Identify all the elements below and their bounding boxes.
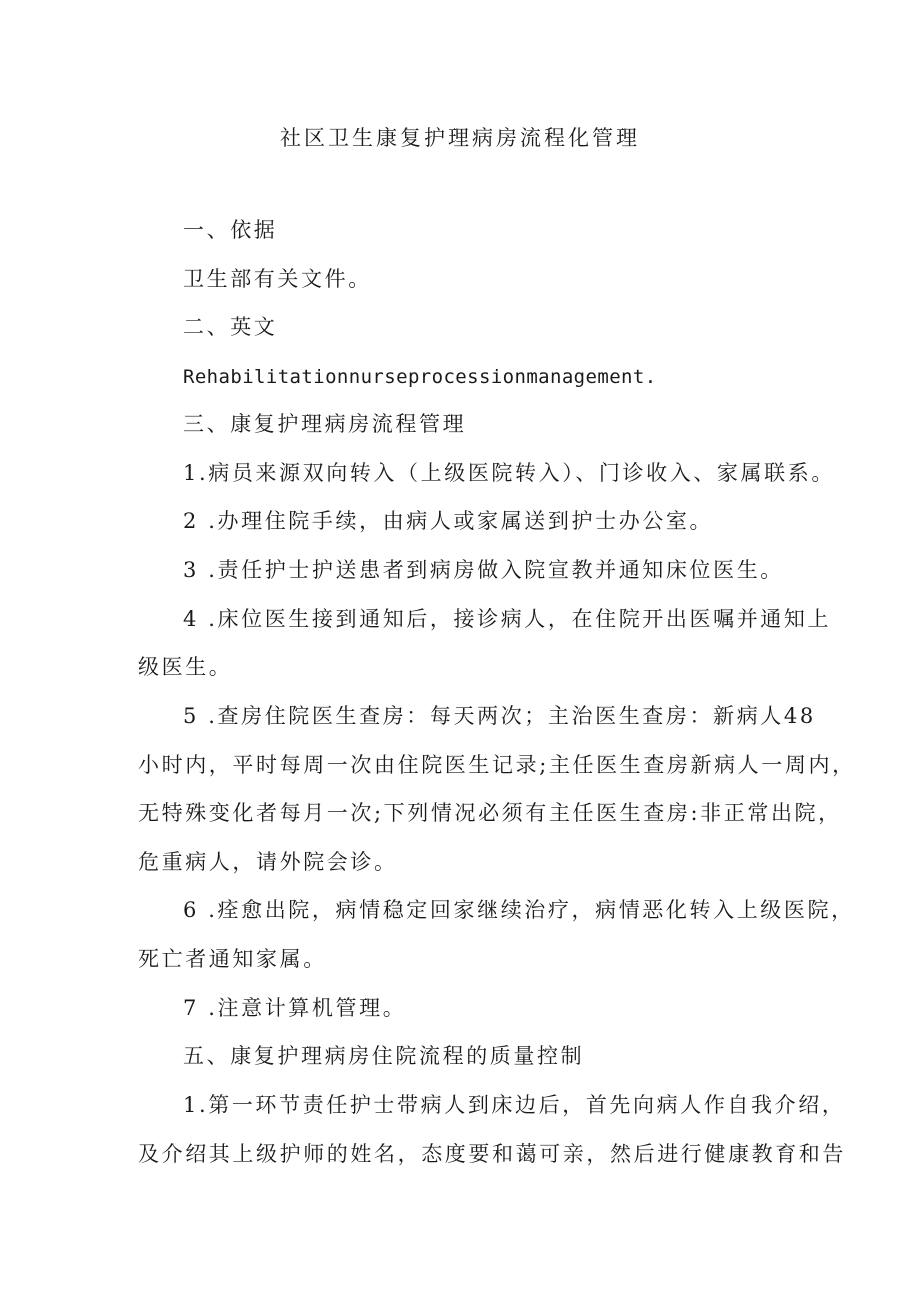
document-title: 社区卫生康复护理病房流程化管理 <box>280 126 640 150</box>
list-item: 2 .办理住院手续，由病人或家属送到护士办公室。 <box>183 509 714 533</box>
paragraph: 卫生部有关文件。 <box>183 267 372 291</box>
list-item: 1.病员来源双向转入（上级医院转入）、门诊收入、家属联系。 <box>183 461 835 485</box>
list-item-continuation: 无特殊变化者每月一次;下列情况必须有主任医生查房:非正常出院， <box>138 801 842 825</box>
list-item-continuation: 小时内，平时每周一次由住院医生记录;主任医生查房新病人一周内， <box>138 753 856 777</box>
list-item-continuation: 死亡者通知家属。 <box>138 947 327 971</box>
section-heading-english: 二、英文 <box>183 315 278 339</box>
list-item: 7 .注意计算机管理。 <box>183 996 407 1020</box>
list-item: 5 .查房住院医生查房：每天两次；主治医生查房：新病人48 <box>183 704 816 728</box>
english-title: Rehabilitationnurseprocessionmanagement. <box>183 366 657 388</box>
section-heading-basis: 一、依据 <box>183 218 278 242</box>
section-heading-quality: 五、康复护理病房住院流程的质量控制 <box>183 1044 585 1068</box>
list-item: 3 .责任护士护送患者到病房做入院宣教并通知床位医生。 <box>183 558 784 582</box>
list-item: 6 .痊愈出院，病情稳定回家继续治疗，病情恶化转入上级医院， <box>183 898 855 922</box>
list-item: 1.第一环节责任护士带病人到床边后，首先向病人作自我介绍， <box>183 1093 846 1117</box>
list-item-continuation: 级医生。 <box>138 655 233 679</box>
section-heading-process: 三、康复护理病房流程管理 <box>183 412 467 436</box>
list-item-continuation: 及介绍其上级护师的姓名，态度要和蔼可亲，然后进行健康教育和告 <box>138 1142 846 1166</box>
list-item: 4 .床位医生接到通知后，接诊病人，在住院开出医嘱并通知上 <box>183 607 832 631</box>
list-item-continuation: 危重病人，请外院会诊。 <box>138 850 398 874</box>
